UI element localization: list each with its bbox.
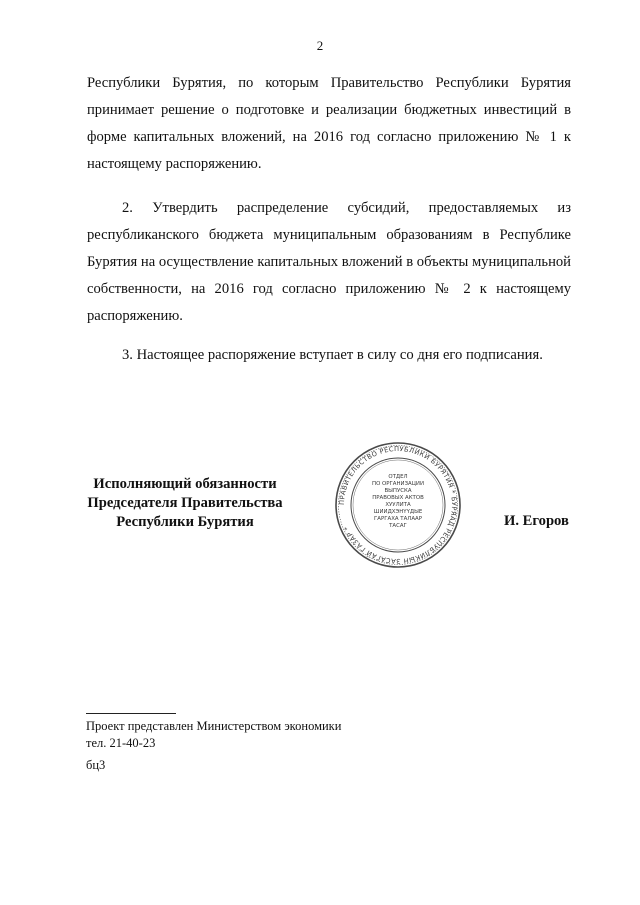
seal-line: ГАРГАХА ТАЛААР [374,516,422,522]
signer-position-line: Республики Бурятия [116,514,254,530]
signer-position [80,475,290,532]
paragraph-continuation: Республики Бурятия, по которым Правительство Республики Бурятия принимает решение о подготовке и реализации бюджетных инвестиций в форме капитальных вложений, на 2016 год согласно приложению № 1 к настоящему распоряжению. [87,75,571,172]
footer-phone: тел. 21-40-23 [86,736,156,750]
page-number: 2 [316,38,324,53]
seal-line: ПО ОРГАНИЗАЦИИ [372,481,424,487]
footer-project-note: Проект представлен Министерством экономики [86,719,342,733]
paragraph-item-3: 3. Настоящее распоряжение вступает в силу со дня его подписания. [122,347,543,363]
signer-name: И. Егоров [504,513,569,529]
footer-code: бц3 [86,758,106,772]
signer-position-line: Председателя Правительства [87,495,283,511]
seal-ring-text: ПРАВИТЕЛЬСТВО РЕСПУБЛИКИ БУРЯТИЯ * БУРЯАД РЕСПУБЛИКЫН ЗАСАГАЙ ГАЗАР * [337,444,459,566]
paragraph-item-2: 2. Утвердить распределение субсидий, предоставляемых из республиканского бюджета муниципальным образованиям в Республике Бурятия на осуществление капитальных вложений в объекты муниципальной собственности, на 2016 год согласно приложению № 2 к настоящему распоряжению. [87,200,571,324]
signer-position-line: Исполняющий обязанности [93,476,277,492]
seal-line: ВЫПУСКА [384,488,412,494]
seal-line: ОТДЕЛ [388,474,408,480]
footer-divider [86,713,176,714]
seal-line: ТАСАГ [389,523,407,529]
seal-line: ХУУЛИТА [385,502,411,508]
seal-line: ПРАВОВЫХ АКТОВ [372,495,424,501]
seal-line: ШИИДХЭНҮҮДЫЕ [373,509,423,515]
official-seal-stamp [333,440,463,570]
